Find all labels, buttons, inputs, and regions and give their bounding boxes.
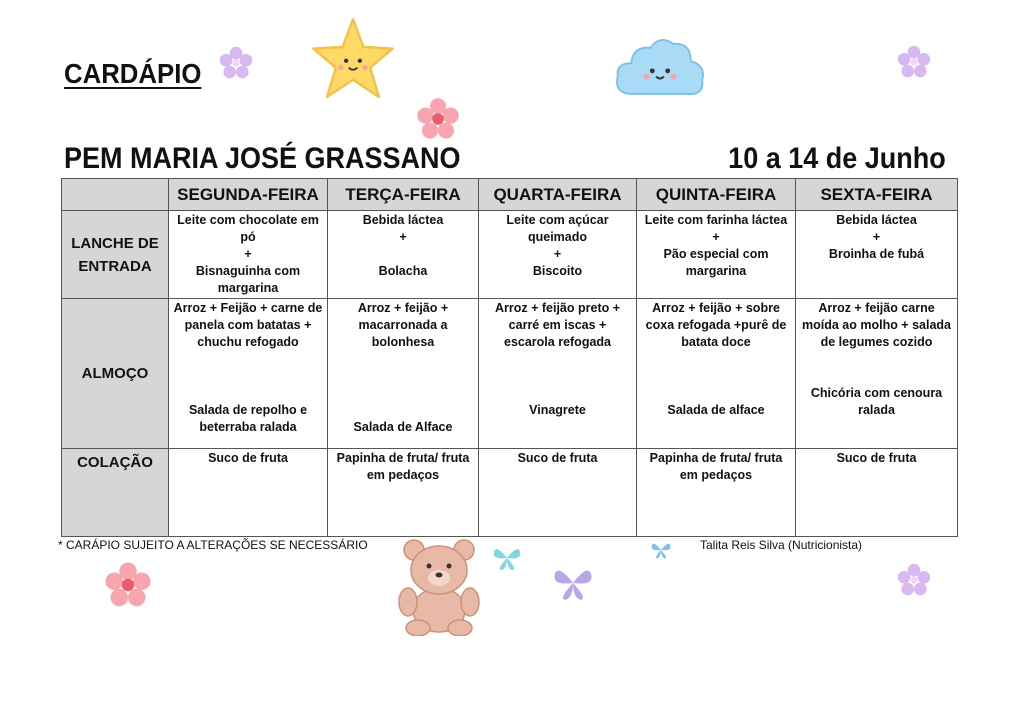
week-dates: 10 a 14 de Junho: [728, 142, 946, 175]
main-dish: Arroz + feijão + sobre coxa refogada +purê de batata doce: [645, 301, 787, 349]
day-header: QUINTA-FEIRA: [637, 179, 796, 211]
row-label-colacao: COLAÇÃO: [62, 449, 169, 537]
plus: +: [872, 230, 881, 244]
main-dish: Arroz + Feijão + carne de panela com batatas + chuchu refogado: [173, 301, 323, 349]
salad: Salada de repolho e beterraba ralada: [188, 403, 308, 434]
menu-cell: Papinha de fruta/ fruta em pedaços: [328, 449, 479, 537]
salad: Salada de alface: [667, 403, 765, 417]
dish: Leite com farinha láctea: [644, 213, 788, 227]
day-header: SEGUNDA-FEIRA: [169, 179, 328, 211]
main-dish: Arroz + feijão preto + carré em iscas + escarola refogada: [494, 301, 621, 349]
menu-cell: Suco de fruta: [796, 449, 958, 537]
flower-icon: [98, 560, 158, 610]
dish: Bolacha: [378, 264, 428, 278]
flower-icon: [415, 96, 461, 142]
salad: Salada de Alface: [353, 420, 453, 434]
nutritionist-signature: Talita Reis Silva (Nutricionista): [700, 538, 863, 552]
school-name: PEM MARIA JOSÉ GRASSANO: [64, 142, 461, 175]
cloud-icon: [612, 32, 708, 102]
menu-cell: Papinha de fruta/ fruta em pedaços: [637, 449, 796, 537]
plus: +: [553, 247, 562, 261]
menu-cell: [169, 211, 328, 299]
dish: Leite com açúcar queimado: [506, 213, 609, 244]
teddy-bear-icon: [394, 536, 484, 636]
row-label-almoco: ALMOÇO: [62, 299, 169, 449]
flower-icon: [218, 45, 254, 81]
dish: Bebida láctea: [836, 213, 917, 227]
star-icon: [310, 16, 396, 102]
dish: Bebida láctea: [362, 213, 444, 227]
salad: Chicória com cenoura ralada: [810, 386, 943, 417]
menu-cell: Suco de fruta: [169, 449, 328, 537]
menu-cell: [169, 299, 328, 449]
row-label-lanche: LANCHE DE ENTRADA: [62, 211, 169, 299]
flower-icon: [896, 562, 932, 598]
salad: Vinagrete: [529, 403, 586, 417]
plus: +: [712, 230, 720, 244]
disclaimer-note: * CARÁPIO SUJEITO A ALTERAÇÕES SE NECESSÁRIO: [58, 538, 368, 552]
menu-cell: [328, 299, 479, 449]
menu-cell: [328, 211, 479, 299]
dish: Leite com chocolate em pó: [177, 213, 319, 244]
corner-cell: [62, 179, 169, 211]
menu-cell: Suco de fruta: [479, 449, 637, 537]
dish: Bisnaguinha com margarina: [195, 264, 301, 295]
menu-cell: [479, 211, 637, 299]
menu-cell: [796, 211, 958, 299]
page-title: CARDÁPIO: [64, 58, 202, 89]
day-header: SEXTA-FEIRA: [796, 179, 958, 211]
main-dish: Arroz + feijão carne moída ao molho + salada de legumes cozido: [802, 301, 951, 349]
plus: +: [399, 230, 407, 244]
butterfly-icon: [650, 540, 672, 560]
menu-cell: [637, 299, 796, 449]
flower-icon: [896, 44, 932, 80]
main-dish: Arroz + feijão + macarronada a bolonhesa: [357, 301, 449, 349]
menu-cell: [796, 299, 958, 449]
menu-cell: [637, 211, 796, 299]
butterfly-icon: [552, 563, 594, 603]
butterfly-icon: [492, 544, 522, 572]
menu-table: [61, 178, 958, 537]
plus: +: [244, 247, 252, 261]
menu-cell: [479, 299, 637, 449]
dish: Biscoito: [532, 264, 583, 278]
dish: Broinha de fubá: [828, 247, 925, 261]
day-header: TERÇA-FEIRA: [328, 179, 479, 211]
day-header: QUARTA-FEIRA: [479, 179, 637, 211]
dish: Pão especial com margarina: [663, 247, 769, 278]
